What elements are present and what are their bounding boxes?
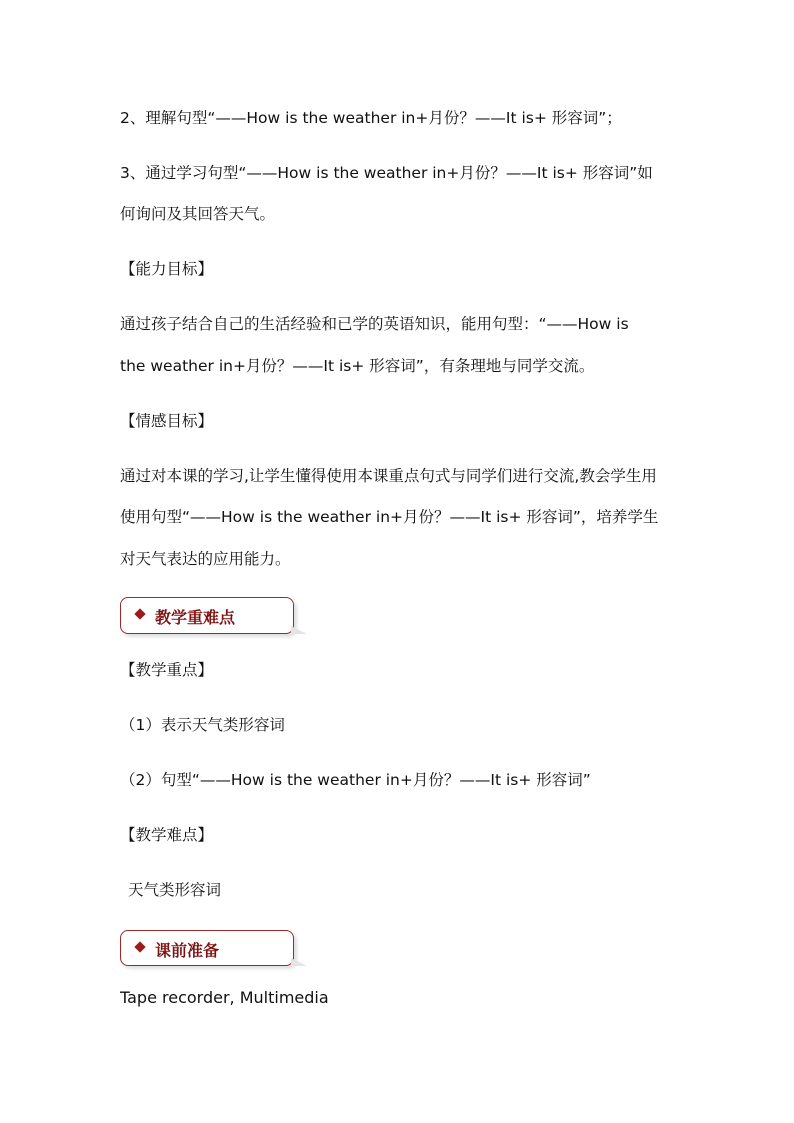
difficulty-item-1: 天气类形容词 <box>128 881 222 899</box>
ability-line1: 通过孩子结合自己的生活经验和已学的英语知识，能用句型：“——How is <box>120 315 629 333</box>
section-heading-key-points <box>120 597 294 634</box>
ability-line2: the weather in+月份？——It is+ 形容词”，有条理地与同学交流。 <box>120 357 595 375</box>
difficulty-heading: 【教学难点】 <box>120 826 214 844</box>
focus-item-1: （1）表示天气类形容词 <box>120 716 285 734</box>
section-heading-preparation <box>120 930 294 966</box>
objective-knowledge-3-line1: 3、通过学习句型“——How is the weather in+月份？——It is+ 形容词”如 <box>120 164 653 182</box>
focus-heading: 【教学重点】 <box>120 661 214 679</box>
section-title-preparation: 课前准备 <box>155 941 220 960</box>
ability-heading: 【能力目标】 <box>120 260 214 278</box>
objective-knowledge-2: 2、理解句型“——How is the weather in+月份？——It is+ 形容词”； <box>120 109 622 127</box>
emotion-line1: 通过对本课的学习,让学生懂得使用本课重点句式与同学们进行交流,教会学生用 <box>120 467 657 485</box>
emotion-heading: 【情感目标】 <box>120 412 214 430</box>
objective-knowledge-3-line2: 何询问及其回答天气。 <box>120 205 276 223</box>
focus-item-2: （2）句型“——How is the weather in+月份？——It is+ 形容词” <box>120 771 591 789</box>
diamond-icon <box>134 941 145 952</box>
diamond-icon <box>134 608 145 619</box>
preparation-content: Tape recorder, Multimedia <box>120 988 329 1007</box>
emotion-line2: 使用句型“——How is the weather in+月份？——It is+ 形容词”，培养学生 <box>120 508 659 526</box>
emotion-line3: 对天气表达的应用能力。 <box>120 550 291 568</box>
section-title-key-points: 教学重难点 <box>155 608 236 627</box>
